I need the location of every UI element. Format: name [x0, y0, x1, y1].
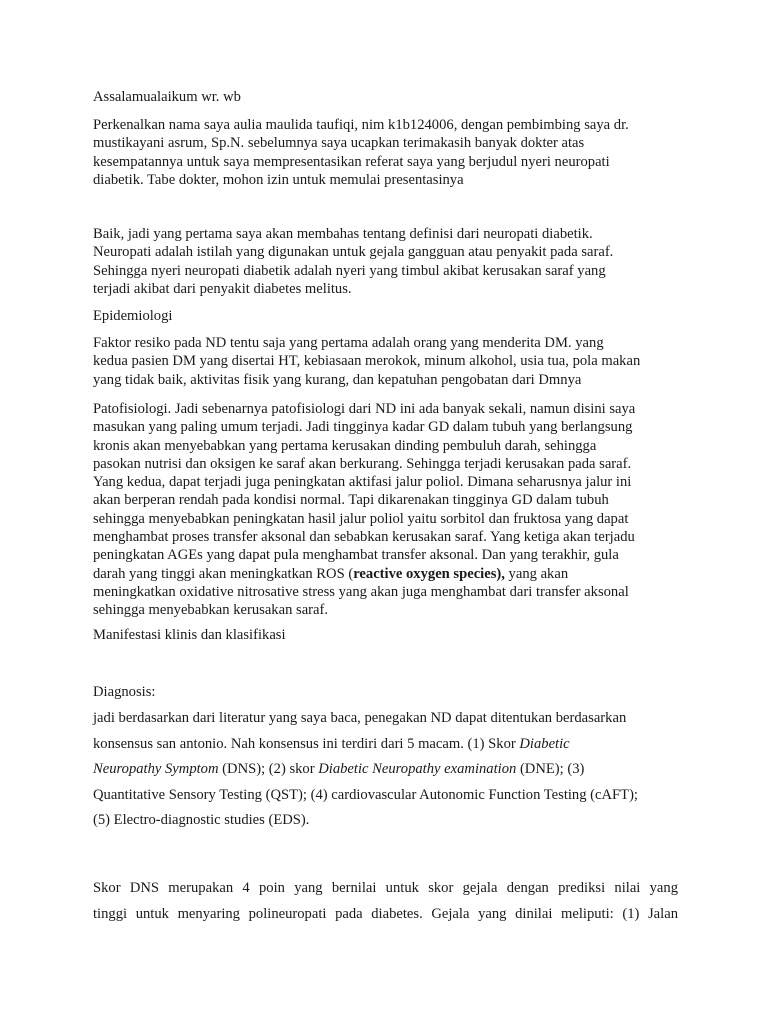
text-line: kedua pasien DM yang disertai HT, kebiasaan merokok, minum alkohol, usia tua, pola makan — [93, 353, 641, 370]
epidemiology-heading — [93, 307, 678, 325]
manifestation-heading — [93, 626, 678, 644]
text-line: Faktor resiko pada ND tentu saja yang pertama adalah orang yang menderita DM. yang — [93, 335, 604, 351]
text-line — [93, 732, 678, 758]
text-line: Baik, jadi yang pertama saya akan membahas tentang definisi dari neuropati diabetik. — [93, 226, 593, 242]
intro-paragraph — [93, 116, 678, 189]
italic-term: Diabetic — [519, 735, 570, 752]
text-line: terjadi akibat dari penyakit diabetes melitus. — [93, 280, 352, 297]
text-line: sehingga menyebabkan kerusakan saraf. — [93, 602, 329, 619]
text-line: Sehingga nyeri neuropati diabetik adalah nyeri yang timbul akibat kerusakan saraf yang — [93, 262, 606, 279]
italic-term: Diabetic Neuropathy examination — [318, 761, 517, 778]
text-line — [93, 565, 678, 583]
text-line: Manifestasi klinis dan klasifikasi — [93, 627, 286, 643]
text-line: Skor DNS merupakan 4 poin yang bernilai untuk skor gejala dengan prediksi nilai yang — [93, 880, 678, 896]
text-line: Patofisiologi. Jadi sebenarnya patofisiologi dari ND ini ada banyak sekali, namun disini saya — [93, 401, 636, 417]
text-line — [93, 757, 678, 783]
text-line: (5) Electro-diagnostic studies (EDS). — [93, 812, 310, 829]
text-line: Assalamualaikum wr. wb — [93, 89, 241, 105]
definition-paragraph — [93, 225, 678, 298]
diagnosis-heading — [93, 683, 678, 701]
pathophysiology-paragraph — [93, 400, 678, 620]
text-line: sehingga menyebabkan peningkatan hasil jalur poliol yaitu sorbitol dan fruktosa yang dapat — [93, 510, 629, 527]
text-line: Diagnosis: — [93, 684, 156, 700]
text-line: Yang kedua, dapat terjadi juga peningkatan aktifasi jalur poliol. Dimana seharusnya jalur ini — [93, 474, 632, 491]
ros-text-before: darah yang tinggi akan meningkatkan ROS ( — [93, 565, 354, 582]
text-line: Neuropati adalah istilah yang digunakan untuk gejala gangguan atau penyakit pada saraf. — [93, 244, 614, 261]
text-line: yang tidak baik, aktivitas fisik yang kurang, dan kepatuhan pengobatan dari Dmnya — [93, 371, 582, 388]
text-line: akan berperan rendah pada kondisi normal. Tapi dikarenakan tingginya GD dalam tubuh — [93, 492, 609, 509]
ros-bold-term: reactive oxygen species), — [353, 565, 505, 582]
text-line: meningkatkan oxidative nitrosative stress yang akan juga menghambat dari transfer aksonal — [93, 583, 629, 600]
greeting-line — [93, 88, 678, 106]
text-line: Perkenalkan nama saya aulia maulida taufiqi, nim k1b124006, dengan pembimbing saya dr. — [93, 117, 629, 133]
dns-paragraph — [93, 876, 678, 927]
text-line: kesempatannya untuk saya mempresentasikan referat saya yang berjudul nyeri neuropati — [93, 153, 610, 170]
diagnosis-text: (DNE); (3) — [516, 761, 585, 778]
text-line: Epidemiologi — [93, 308, 173, 324]
italic-term: Neuropathy Symptom — [93, 761, 219, 778]
text-line: Quantitative Sensory Testing (QST); (4) cardiovascular Autonomic Function Testing (cAFT); — [93, 786, 638, 803]
text-line: tinggi untuk menyaring polineuropati pada diabetes. Gejala yang dinilai meliputi: (1) Jalan — [93, 905, 678, 922]
text-line: diabetik. Tabe dokter, mohon izin untuk memulai presentasinya — [93, 171, 464, 188]
diagnosis-paragraph — [93, 706, 678, 834]
diagnosis-text: (DNS); (2) skor — [218, 761, 319, 778]
risk-factors-paragraph — [93, 334, 678, 389]
diagnosis-text: konsensus san antonio. Nah konsensus ini terdiri dari 5 macam. (1) Skor — [93, 735, 520, 752]
text-line: menghambat proses transfer aksonal dan sebabkan kerusakan saraf. Yang ketiga akan terjadu — [93, 529, 635, 546]
ros-text-after: yang akan — [504, 565, 569, 582]
text-line: jadi berdasarkan dari literatur yang saya baca, penegakan ND dapat ditentukan berdasarkan — [93, 710, 627, 726]
text-line: kronis akan menyebabkan yang pertama kerusakan dinding pembuluh darah, sehingga — [93, 437, 597, 454]
text-line: mustikayani asrum, Sp.N. sebelumnya saya ucapkan terimakasih banyak dokter atas — [93, 135, 585, 152]
text-line: pasokan nutrisi dan oksigen ke saraf akan berkurang. Sehingga terjadi kerusakan pada saraf. — [93, 455, 632, 472]
text-line: masukan yang paling umum terjadi. Jadi tingginya kadar GD dalam tubuh yang berlangsung — [93, 419, 633, 436]
text-line: peningkatan AGEs yang dapat pula menghambat transfer aksonal. Dan yang terakhir, gula — [93, 547, 619, 564]
